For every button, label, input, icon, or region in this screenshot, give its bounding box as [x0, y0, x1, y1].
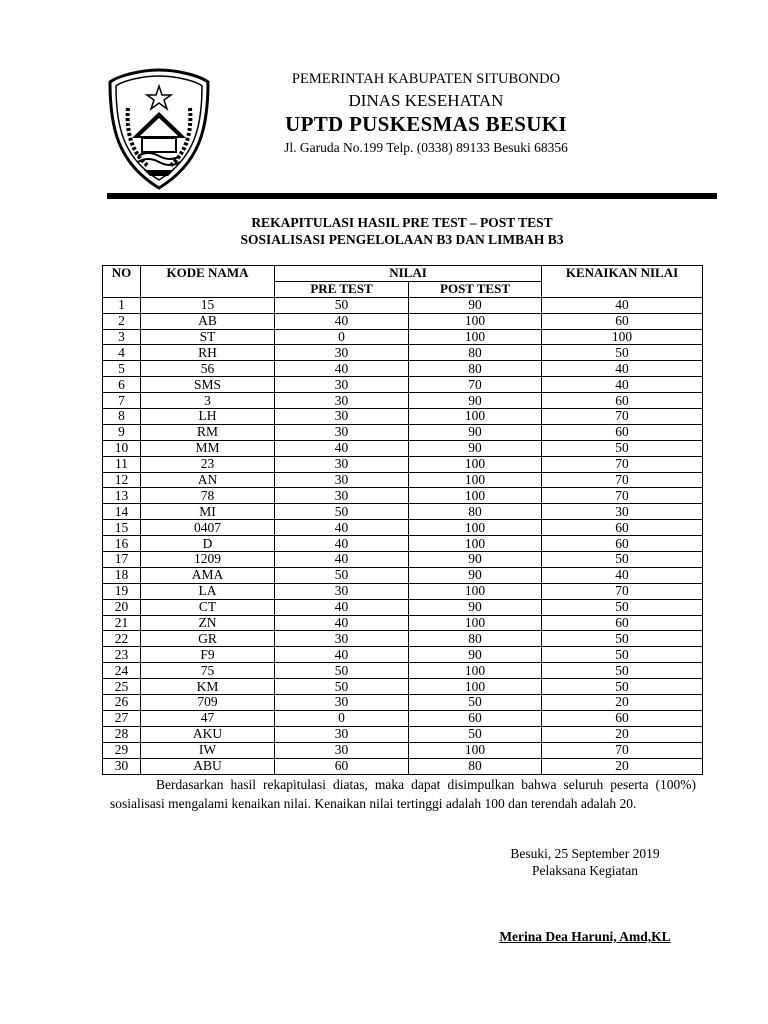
row-kenaikan-nilai: 50 [542, 599, 703, 615]
row-post-test: 80 [409, 504, 542, 520]
situbondo-regency-emblem-icon [108, 68, 210, 190]
table-row [103, 504, 703, 520]
row-kode-nama: AMA [141, 567, 275, 583]
table-row [103, 361, 703, 377]
row-no: 25 [103, 679, 141, 695]
row-kode-nama: ST [141, 329, 275, 345]
row-pre-test: 30 [275, 377, 409, 393]
row-kode-nama: ABU [141, 758, 275, 774]
row-post-test: 100 [409, 663, 542, 679]
row-kenaikan-nilai: 50 [542, 345, 703, 361]
row-post-test: 100 [409, 313, 542, 329]
row-kode-nama: F9 [141, 647, 275, 663]
row-kode-nama: IW [141, 742, 275, 758]
table-row [103, 647, 703, 663]
table-row [103, 679, 703, 695]
row-post-test: 100 [409, 520, 542, 536]
row-kode-nama: D [141, 536, 275, 552]
table-row [103, 377, 703, 393]
letterhead-divider [107, 193, 717, 199]
conclusion-paragraph [110, 775, 696, 813]
row-kode-nama: AN [141, 472, 275, 488]
row-post-test: 60 [409, 710, 542, 726]
title-line-1: REKAPITULASI HASIL PRE TEST – POST TEST [251, 215, 553, 230]
results-table-body [103, 297, 703, 774]
row-pre-test: 30 [275, 583, 409, 599]
table-row [103, 472, 703, 488]
header-no: NO [103, 266, 141, 298]
row-kode-nama: MM [141, 440, 275, 456]
row-pre-test: 60 [275, 758, 409, 774]
row-kenaikan-nilai: 40 [542, 567, 703, 583]
row-kode-nama: LH [141, 409, 275, 425]
table-row [103, 345, 703, 361]
row-post-test: 100 [409, 615, 542, 631]
row-no: 17 [103, 552, 141, 568]
row-pre-test: 30 [275, 424, 409, 440]
table-row [103, 409, 703, 425]
row-pre-test: 30 [275, 393, 409, 409]
row-post-test: 100 [409, 742, 542, 758]
row-post-test: 90 [409, 599, 542, 615]
row-post-test: 50 [409, 695, 542, 711]
table-row [103, 695, 703, 711]
row-pre-test: 0 [275, 329, 409, 345]
row-pre-test: 40 [275, 647, 409, 663]
row-pre-test: 40 [275, 536, 409, 552]
row-kode-nama: ZN [141, 615, 275, 631]
row-post-test: 90 [409, 567, 542, 583]
row-kode-nama: 56 [141, 361, 275, 377]
row-no: 11 [103, 456, 141, 472]
results-table [102, 265, 703, 775]
signature-block [470, 845, 700, 879]
row-post-test: 100 [409, 679, 542, 695]
row-no: 8 [103, 409, 141, 425]
table-row [103, 440, 703, 456]
row-pre-test: 40 [275, 313, 409, 329]
row-no: 20 [103, 599, 141, 615]
table-row [103, 329, 703, 345]
row-post-test: 100 [409, 456, 542, 472]
row-no: 13 [103, 488, 141, 504]
row-post-test: 100 [409, 472, 542, 488]
row-kenaikan-nilai: 40 [542, 297, 703, 313]
row-kode-nama: SMS [141, 377, 275, 393]
row-kenaikan-nilai: 50 [542, 679, 703, 695]
row-no: 26 [103, 695, 141, 711]
signature-role: Pelaksana Kegiatan [531, 863, 639, 878]
row-post-test: 90 [409, 297, 542, 313]
institution-address: Jl. Garuda No.199 Telp. (0338) 89133 Besuki 68356 [284, 140, 568, 155]
table-row [103, 583, 703, 599]
row-kenaikan-nilai: 70 [542, 488, 703, 504]
table-row [103, 631, 703, 647]
row-no: 3 [103, 329, 141, 345]
row-kode-nama: 3 [141, 393, 275, 409]
row-kode-nama: 47 [141, 710, 275, 726]
header-pre-test: PRE TEST [275, 281, 409, 297]
row-no: 30 [103, 758, 141, 774]
table-row [103, 663, 703, 679]
row-kode-nama: CT [141, 599, 275, 615]
row-kode-nama: 78 [141, 488, 275, 504]
table-row [103, 615, 703, 631]
row-pre-test: 40 [275, 361, 409, 377]
table-row [103, 313, 703, 329]
row-kenaikan-nilai: 60 [542, 424, 703, 440]
row-kenaikan-nilai: 60 [542, 313, 703, 329]
table-row [103, 536, 703, 552]
row-pre-test: 30 [275, 345, 409, 361]
letterhead-text [240, 70, 612, 157]
row-kenaikan-nilai: 60 [542, 536, 703, 552]
row-no: 28 [103, 726, 141, 742]
row-pre-test: 30 [275, 726, 409, 742]
table-row [103, 742, 703, 758]
row-pre-test: 50 [275, 567, 409, 583]
row-no: 6 [103, 377, 141, 393]
row-pre-test: 30 [275, 695, 409, 711]
table-row [103, 726, 703, 742]
row-pre-test: 40 [275, 615, 409, 631]
letterhead [0, 60, 768, 190]
row-pre-test: 50 [275, 504, 409, 520]
results-table-header [103, 266, 703, 298]
row-pre-test: 30 [275, 472, 409, 488]
table-row [103, 393, 703, 409]
row-kode-nama: 23 [141, 456, 275, 472]
row-kode-nama: 75 [141, 663, 275, 679]
row-kode-nama: GR [141, 631, 275, 647]
row-no: 23 [103, 647, 141, 663]
row-pre-test: 30 [275, 631, 409, 647]
row-post-test: 100 [409, 583, 542, 599]
row-no: 29 [103, 742, 141, 758]
row-no: 14 [103, 504, 141, 520]
row-post-test: 80 [409, 361, 542, 377]
government-name: PEMERINTAH KABUPATEN SITUBONDO [291, 71, 561, 87]
row-kode-nama: 15 [141, 297, 275, 313]
document-title [0, 214, 768, 248]
row-pre-test: 50 [275, 663, 409, 679]
row-post-test: 50 [409, 726, 542, 742]
row-kenaikan-nilai: 70 [542, 456, 703, 472]
conclusion-text: Berdasarkan hasil rekapitulasi diatas, maka dapat disimpulkan bahwa seluruh peserta (100%) sosialisasi mengalami kenaikan nilai. Kenaikan nilai tertinggi adalah 100 dan terendah adalah 20. [110, 777, 696, 811]
row-no: 12 [103, 472, 141, 488]
row-kenaikan-nilai: 70 [542, 742, 703, 758]
row-kode-nama: RM [141, 424, 275, 440]
table-row [103, 599, 703, 615]
row-kenaikan-nilai: 50 [542, 647, 703, 663]
table-row [103, 552, 703, 568]
header-nilai: NILAI [275, 266, 542, 282]
row-no: 16 [103, 536, 141, 552]
row-kenaikan-nilai: 60 [542, 393, 703, 409]
row-kenaikan-nilai: 40 [542, 377, 703, 393]
header-kode-nama: KODE NAMA [141, 266, 275, 298]
row-post-test: 90 [409, 552, 542, 568]
row-pre-test: 40 [275, 552, 409, 568]
row-post-test: 90 [409, 647, 542, 663]
row-post-test: 90 [409, 393, 542, 409]
row-no: 7 [103, 393, 141, 409]
row-kode-nama: AKU [141, 726, 275, 742]
row-pre-test: 30 [275, 742, 409, 758]
table-row [103, 456, 703, 472]
row-kenaikan-nilai: 50 [542, 552, 703, 568]
row-no: 4 [103, 345, 141, 361]
row-post-test: 80 [409, 631, 542, 647]
row-post-test: 70 [409, 377, 542, 393]
title-line-2: SOSIALISASI PENGELOLAAN B3 DAN LIMBAH B3 [240, 232, 564, 247]
row-post-test: 100 [409, 409, 542, 425]
row-no: 15 [103, 520, 141, 536]
header-post-test: POST TEST [409, 281, 542, 297]
row-pre-test: 30 [275, 409, 409, 425]
row-kenaikan-nilai: 70 [542, 583, 703, 599]
row-kenaikan-nilai: 30 [542, 504, 703, 520]
row-kode-nama: RH [141, 345, 275, 361]
department-name: DINAS KESEHATAN [348, 91, 504, 110]
row-pre-test: 50 [275, 297, 409, 313]
table-row [103, 424, 703, 440]
table-row [103, 297, 703, 313]
row-kode-nama: AB [141, 313, 275, 329]
row-post-test: 100 [409, 329, 542, 345]
row-kode-nama: MI [141, 504, 275, 520]
row-kenaikan-nilai: 20 [542, 726, 703, 742]
signatory-name: Merina Dea Haruni, Amd,KL [499, 929, 671, 944]
row-no: 24 [103, 663, 141, 679]
row-no: 2 [103, 313, 141, 329]
table-row [103, 710, 703, 726]
row-kode-nama: 709 [141, 695, 275, 711]
table-row [103, 520, 703, 536]
row-kenaikan-nilai: 60 [542, 710, 703, 726]
institution-name: UPTD PUSKESMAS BESUKI [285, 112, 567, 136]
row-pre-test: 30 [275, 488, 409, 504]
row-pre-test: 0 [275, 710, 409, 726]
table-row [103, 488, 703, 504]
row-pre-test: 50 [275, 679, 409, 695]
row-kenaikan-nilai: 50 [542, 631, 703, 647]
row-no: 27 [103, 710, 141, 726]
row-kenaikan-nilai: 20 [542, 695, 703, 711]
row-pre-test: 30 [275, 456, 409, 472]
row-post-test: 90 [409, 424, 542, 440]
row-kenaikan-nilai: 40 [542, 361, 703, 377]
row-no: 1 [103, 297, 141, 313]
row-post-test: 100 [409, 488, 542, 504]
row-kode-nama: 0407 [141, 520, 275, 536]
row-kenaikan-nilai: 70 [542, 472, 703, 488]
row-no: 10 [103, 440, 141, 456]
row-pre-test: 40 [275, 440, 409, 456]
row-post-test: 90 [409, 440, 542, 456]
row-no: 22 [103, 631, 141, 647]
row-kenaikan-nilai: 70 [542, 409, 703, 425]
row-kenaikan-nilai: 50 [542, 440, 703, 456]
row-kode-nama: KM [141, 679, 275, 695]
row-no: 5 [103, 361, 141, 377]
header-kenaikan-nilai: KENAIKAN NILAI [542, 266, 703, 298]
row-kode-nama: LA [141, 583, 275, 599]
row-kode-nama: 1209 [141, 552, 275, 568]
table-row [103, 758, 703, 774]
row-post-test: 100 [409, 536, 542, 552]
row-pre-test: 40 [275, 599, 409, 615]
row-no: 19 [103, 583, 141, 599]
row-post-test: 80 [409, 345, 542, 361]
row-pre-test: 40 [275, 520, 409, 536]
row-kenaikan-nilai: 20 [542, 758, 703, 774]
row-post-test: 80 [409, 758, 542, 774]
row-kenaikan-nilai: 50 [542, 663, 703, 679]
table-row [103, 567, 703, 583]
row-kenaikan-nilai: 100 [542, 329, 703, 345]
row-kenaikan-nilai: 60 [542, 615, 703, 631]
row-kenaikan-nilai: 60 [542, 520, 703, 536]
row-no: 9 [103, 424, 141, 440]
row-no: 18 [103, 567, 141, 583]
signature-date: Besuki, 25 September 2019 [510, 846, 660, 861]
row-no: 21 [103, 615, 141, 631]
